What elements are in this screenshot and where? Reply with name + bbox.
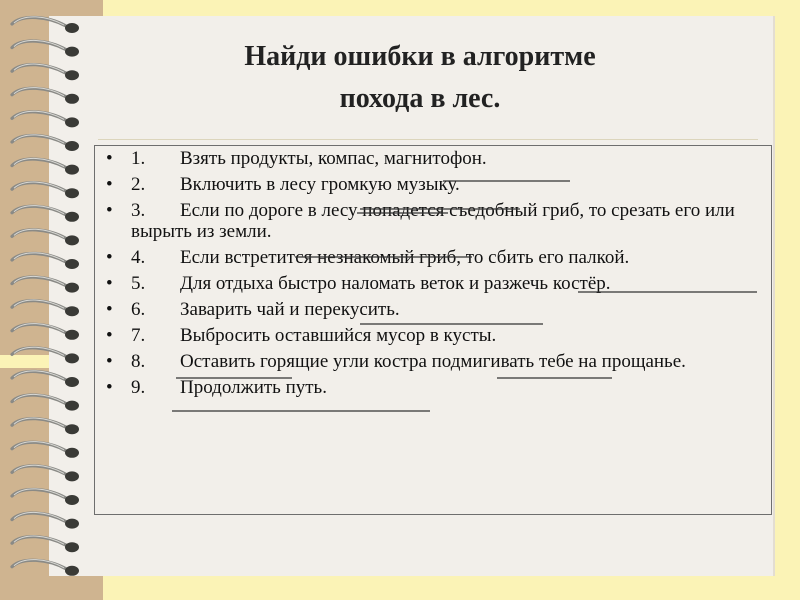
spiral-ring: [12, 536, 79, 552]
spiral-ring: [12, 394, 79, 410]
spiral-ring: [12, 324, 79, 340]
item-text: Если по дороге в лесу попадется съедобный гриб, то срезать его или вырыть из земли.: [131, 200, 735, 242]
item-number: 1.: [131, 148, 146, 169]
item-number: 4.: [131, 247, 146, 268]
spiral-ring: [12, 17, 79, 33]
item-number: 2.: [131, 174, 146, 195]
spiral-ring: [12, 300, 79, 316]
item-number: 7.: [131, 325, 146, 346]
spiral-ring: [12, 465, 79, 481]
item-text: Для отдыха быстро наломать веток и разжечь костёр.: [180, 273, 611, 294]
spiral-binding-icon: [0, 0, 105, 600]
algorithm-list: [106, 148, 768, 403]
item-number: 9.: [131, 377, 146, 398]
spiral-ring: [12, 560, 79, 576]
item-number: 3.: [131, 200, 146, 221]
spiral-ring: [12, 158, 79, 174]
list-item: [106, 325, 768, 346]
bullet: •: [106, 377, 113, 398]
spiral-ring: [12, 489, 79, 505]
spiral-ring: [12, 276, 79, 292]
item-text: Продолжить путь.: [180, 377, 327, 398]
spiral-ring: [12, 111, 79, 127]
bullet: •: [106, 351, 113, 372]
bullet: •: [106, 299, 113, 320]
title-divider: [98, 139, 758, 140]
spiral-ring: [12, 182, 79, 198]
item-text: Оставить горящие угли костра подмигивать тебе на прощанье.: [180, 351, 686, 372]
bullet: •: [106, 273, 113, 294]
title-line-2: похода в лес.: [339, 83, 501, 114]
list-item: [106, 174, 768, 195]
bullet: •: [106, 200, 113, 221]
list-item: [106, 377, 768, 398]
item-text: Если встретится незнакомый гриб, то сбить его палкой.: [180, 247, 630, 268]
item-number: 8.: [131, 351, 146, 372]
spiral-ring: [12, 418, 79, 434]
bullet: •: [106, 148, 113, 169]
item-text: Включить в лесу громкую музыку.: [180, 174, 460, 195]
item-text: Выбросить оставшийся мусор в кусты.: [180, 325, 497, 346]
spiral-ring: [12, 442, 79, 458]
spiral-ring: [12, 371, 79, 387]
list-item: [106, 200, 768, 242]
spiral-ring: [12, 88, 79, 104]
list-item: [106, 148, 768, 169]
spiral-ring: [12, 253, 79, 269]
spiral-ring: [12, 135, 79, 151]
spiral-ring: [12, 206, 79, 222]
list-item: [106, 351, 768, 372]
item-number: 5.: [131, 273, 146, 294]
list-item: [106, 299, 768, 320]
list-item: [106, 273, 768, 294]
spiral-ring: [12, 64, 79, 80]
item-text: Взять продукты, компас, магнитофон.: [180, 148, 487, 169]
bullet: •: [106, 174, 113, 195]
spiral-ring: [12, 229, 79, 245]
spiral-ring: [12, 512, 79, 528]
title-line-1: Найди ошибки в алгоритме: [244, 41, 596, 72]
bullet: •: [106, 325, 113, 346]
spiral-ring: [12, 40, 79, 56]
bullet: •: [106, 247, 113, 268]
item-text: Заварить чай и перекусить.: [180, 299, 400, 320]
spiral-ring: [12, 347, 79, 363]
slide-title: [170, 36, 670, 120]
list-item: [106, 247, 768, 268]
item-number: 6.: [131, 299, 146, 320]
